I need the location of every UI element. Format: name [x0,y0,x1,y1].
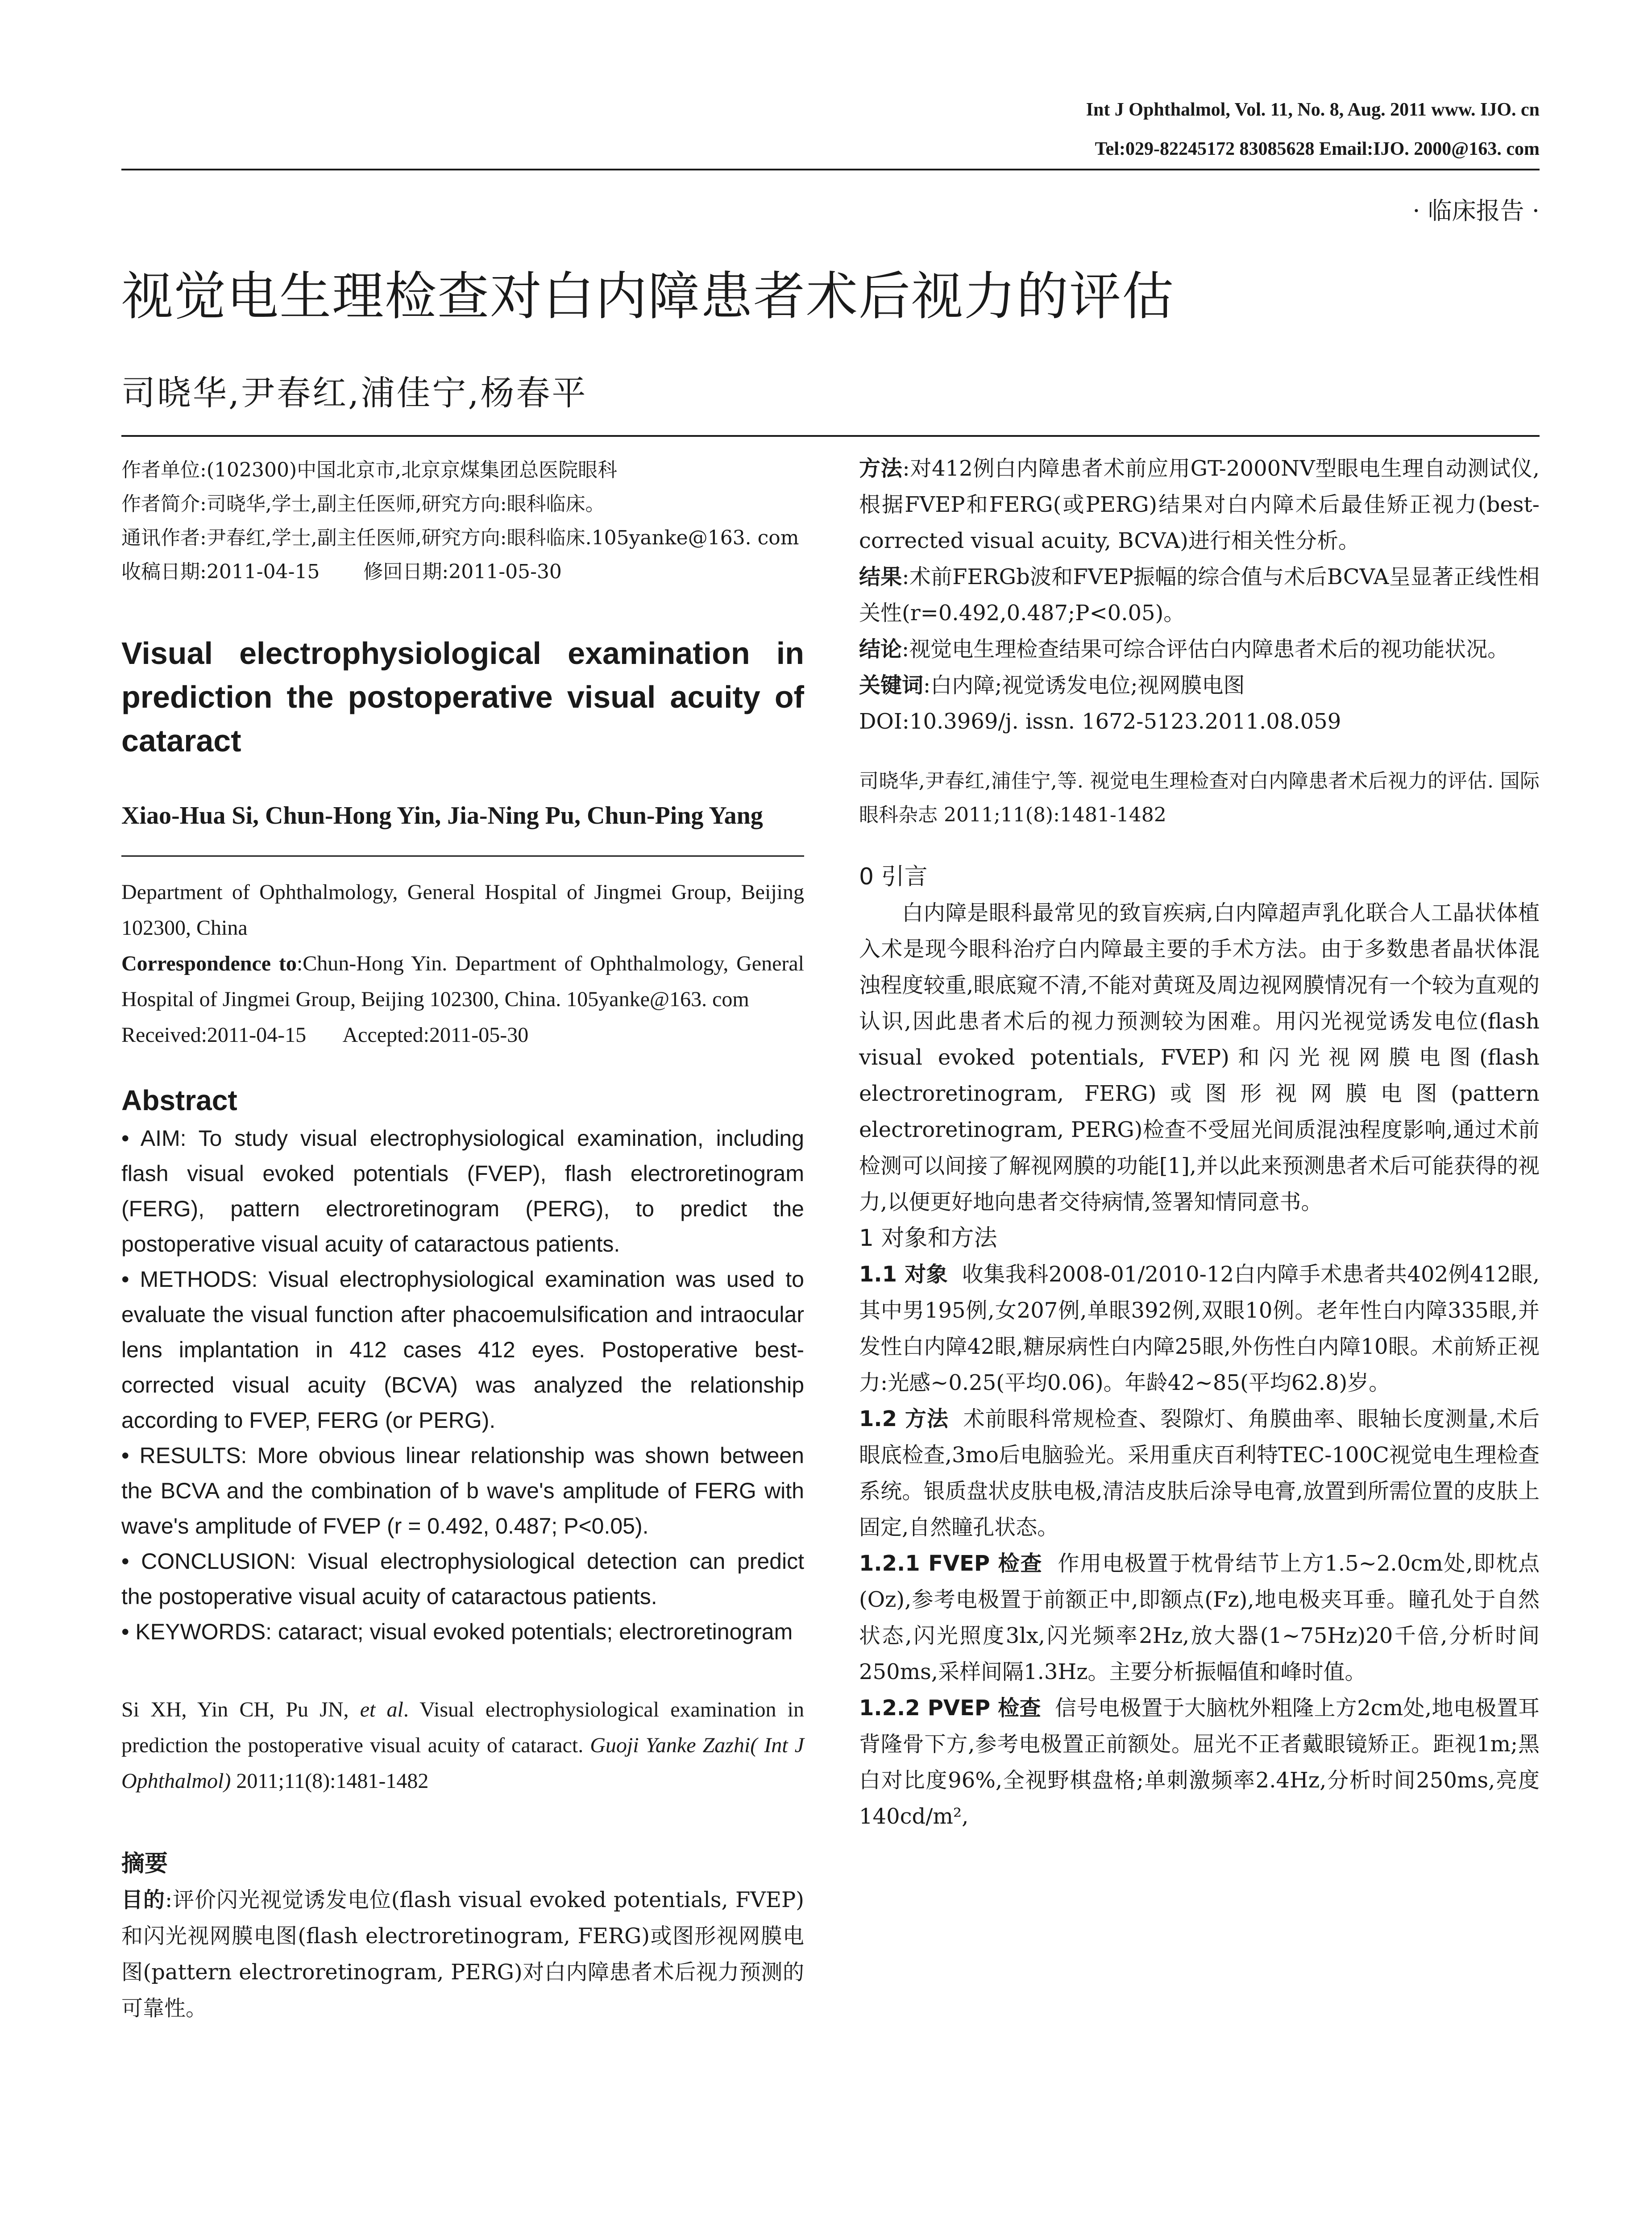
citation-authors: Si XH, Yin CH, Pu JN, [121,1698,360,1721]
cn-abstract-conclusion [859,631,1540,668]
cn-results-label: 结果 [859,564,902,589]
department: Department of Ophthalmology, General Hospital of Jingmei Group, Beijing 102300, China [121,880,804,940]
citation-journal: Guoji Yanke Zazhi( Int J Ophthalmol) [121,1733,804,1793]
sec121-text: 作用电极置于枕骨结节上方1.5~2.0cm处,即枕点(Oz),参考电极置于前额正中,即额点(Fz),地电极夹耳垂。瞳孔处于自然状态,闪光照度3lx,闪光频率2Hz,放大器(1~75Hz)20千倍,分析时间250ms,采样间隔1.3Hz。主要分析振幅值和峰时值。 [859,1551,1540,1684]
cn-conclusion-text: :视觉电生理检查结果可综合评估白内障患者术后的视功能状况。 [902,637,1509,662]
header-rule [121,169,1540,170]
cn-abstract-results [859,559,1540,631]
authors-cn: 司晓华,尹春红,浦佳宁,杨春平 [121,373,588,413]
corresponding-author: 通讯作者:尹春红,学士,副主任医师,研究方向:眼科临床.105yanke@163. com [121,527,799,549]
cn-abstract-aim [121,1882,804,2027]
correspondence-text: :Chun-Hong Yin. Department of Ophthalmology, General Hospital of Jingmei Group, Beijing 102300, China. 105yanke@163. com [121,952,804,1011]
correspondence-label: Correspondence to [121,952,297,975]
english-title: Visual electrophysiological examination in prediction the postoperative visual acuity of cataract [121,636,804,758]
sec1-heading: 1 对象和方法 [859,1225,997,1252]
journal-line: Int J Ophthalmol, Vol. 11, No. 8, Aug. 2011 www. IJO. cn [1086,100,1540,120]
cn-methods-label: 方法 [859,456,903,481]
sec122-text: 信号电极置于大脑枕外粗隆上方2cm处,地电极置耳背隆骨下方,参考电极置正前额处。屈光不正者戴眼镜矫正。距视1m;黑白对比度96%,全视野棋盘格;单刺激频率2.4Hz,分析时间250ms,亮度140cd/m², [859,1696,1540,1829]
cn-abstract-keywords [859,668,1540,704]
cn-methods-text: :对412例白内障患者术前应用GT-2000NV型眼电生理自动测试仪,根据FVEP和FERG(或PERG)结果对白内障术后最佳矫正视力(best-corrected visual acuity, BCVA)进行相关性分析。 [859,456,1540,553]
sec11-paragraph [859,1256,1540,1401]
section-tag: · 临床报告 · [1412,197,1540,225]
article-title: 视觉电生理检查对白内障患者术后视力的评估 [121,266,1175,327]
cn-keywords-text: :白内障;视觉诱发电位;视网膜电图 [923,673,1245,698]
abstract-heading: Abstract [121,1084,237,1116]
sec11-label: 1.1 对象 [859,1262,948,1287]
cn-aim-text: :评价闪光视觉诱发电位(flash visual evoked potentials, FVEP)和闪光视网膜电图(flash electroretinogram, FERG)或图形视网膜电图(pattern electroretinogram, PERG)对白内障患者术后视力预测的可靠性。 [121,1887,804,2021]
citation-tail: 2011;11(8):1481-1482 [231,1769,429,1793]
cn-results-text: :术前FERGb波和FVEP振幅的综合值与术后BCVA呈显著正线性相关性(r=0.492,0.487;P<0.05)。 [859,564,1540,626]
sec122-label: 1.2.2 PVEP 检查 [859,1696,1041,1721]
correspondence [121,946,804,1017]
cn-keywords-label: 关键词 [859,673,924,698]
abstract-keywords: • KEYWORDS: cataract; visual evoked potentials; electroretinogram [121,1619,793,1644]
abstract-results: • RESULTS: More obvious linear relationship was shown between the BCVA and the combination of b wave's amplitude of FERG with wave's amplitude of FVEP (r = 0.492, 0.487; P<0.05). [121,1443,804,1538]
title-rule [121,435,1540,437]
sec0-heading: 0 引言 [859,863,928,890]
sec122-paragraph [859,1690,1540,1835]
cn-abstract-heading: 摘要 [121,1850,168,1877]
citation-rest: . Visual electrophysiological examination in prediction the postoperative visual acuity of cataract. [121,1698,804,1757]
abstract-methods: • METHODS: Visual electrophysiological examination was used to evaluate the visual function after phacoemulsification and intraocular lens implantation in 412 cases 412 eyes. Postoperative best-corrected visual acuity (BCVA) was analyzed the relationship according to FVEP, FERG (or PERG). [121,1267,804,1433]
left-column [121,451,804,2027]
citation-english [121,1692,804,1799]
right-column [859,451,1540,1835]
sec0-paragraph: 白内障是眼科最常见的致盲疾病,白内障超声乳化联合人工晶状体植入术是现今眼科治疗白内障最主要的手术方法。由于多数患者晶状体混浊程度较重,眼底窥不清,不能对黄斑及周边视网膜情况有一个较为直观的认识,因此患者术后的视力预测较为困难。用闪光视觉诱发电位(flash visual evoked potentials, FVEP)和闪光视网膜电图(flash electroretinogram, FERG)或图形视网膜电图(pattern electroretinogram, PERG)检查不受屈光间质混浊程度影响,通过术前检测可以间接了解视网膜的功能[1],并以此来预测患者术后可能获得的视力,以便更好地向患者交待病情,签署知情同意书。 [859,900,1540,1215]
sec121-paragraph [859,1546,1540,1690]
sec12-text: 术前眼科常规检查、裂隙灯、角膜曲率、眼轴长度测量,术后眼底检查,3mo后电脑验光。采用重庆百利特TEC-100C视觉电生理检查系统。银质盘状皮肤电极,清洁皮肤后涂导电膏,放置到所需位置的皮肤上固定,自然瞳孔状态。 [859,1406,1540,1540]
cn-abstract-methods [859,451,1540,559]
received-dates: 收稿日期:2011-04-15 修回日期:2011-05-30 [121,560,562,583]
citation-etal: et al [360,1698,403,1721]
sec12-paragraph [859,1401,1540,1546]
english-authors: Xiao-Hua Si, Chun-Hong Yin, Jia-Ning Pu, Chun-Ping Yang [121,802,763,829]
abstract-aim: • AIM: To study visual electrophysiological examination, including flash visual evoked potentials (FVEP), flash electroretinogram (FERG), pattern electroretinogram (PERG), to predict the postoperative visual acuity of cataractous patients. [121,1126,804,1256]
sec11-text: 收集我科2008-01/2010-12白内障手术患者共402例412眼,其中男195例,女207例,单眼392例,双眼10例。老年性白内障335眼,并发性白内障42眼,糖尿病性白内障25眼,外伤性白内障10眼。术前矫正视力:光感~0.25(平均0.06)。年龄42~85(平均62.8)岁。 [859,1262,1540,1395]
cn-aim-label: 目的 [121,1887,165,1912]
contact-line: Tel:029-82245172 83085628 Email:IJO. 2000@163. com [1095,139,1540,159]
sec121-label: 1.2.1 FVEP 检查 [859,1551,1043,1576]
author-bio: 作者简介:司晓华,学士,副主任医师,研究方向:眼科临床。 [121,493,605,515]
meta-block [121,453,804,589]
english-dates: Received:2011-04-15 Accepted:2011-05-30 [121,1023,529,1047]
cn-conclusion-label: 结论 [859,637,902,662]
sec12-label: 1.2 方法 [859,1406,949,1431]
affiliation: 作者单位:(102300)中国北京市,北京京煤集团总医院眼科 [121,459,618,481]
doi: DOI:10.3969/j. issn. 1672-5123.2011.08.059 [859,709,1341,734]
citation-chinese: 司晓华,尹春红,浦佳宁,等. 视觉电生理检查对白内障患者术后视力的评估. 国际眼科杂志 2011;11(8):1481-1482 [859,770,1540,826]
abstract-conclusion: • CONCLUSION: Visual electrophysiological detection can predict the postoperative visual acuity of cataractous patients. [121,1549,804,1609]
